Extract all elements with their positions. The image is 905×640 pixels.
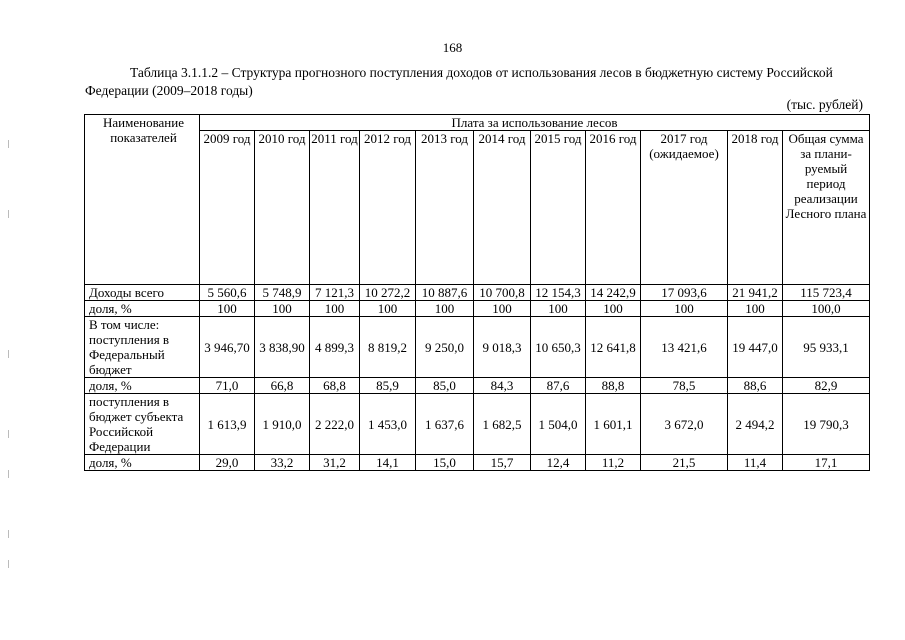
table-cell: 3 838,90 <box>255 317 310 378</box>
table-cell: 1 682,5 <box>474 394 531 455</box>
table-cell: 1 637,6 <box>416 394 474 455</box>
table-cell: 100 <box>586 301 641 317</box>
table-cell: 8 819,2 <box>360 317 416 378</box>
table-cell: 1 910,0 <box>255 394 310 455</box>
name-column-header: Наименование показателей <box>85 115 200 285</box>
table-cell: 78,5 <box>641 378 728 394</box>
year-header: 2015 год <box>531 131 586 285</box>
year-header: 2014 год <box>474 131 531 285</box>
table-cell: 33,2 <box>255 455 310 471</box>
table-cell: 84,3 <box>474 378 531 394</box>
table-caption: Таблица 3.1.1.2 – Структура прогнозного поступления доходов от использования лесов в бюджетную систему Российской Федерации (2009–2018 годы) <box>85 65 833 98</box>
units-label: (тыс. рублей) <box>786 97 863 112</box>
table-cell: 14 242,9 <box>586 285 641 301</box>
table-cell: 100 <box>641 301 728 317</box>
year-header: 2010 год <box>255 131 310 285</box>
year-header: 2017 год (ожидаемое) <box>641 131 728 285</box>
row-label: В том числе: поступления в Федеральный бюджет <box>85 317 200 378</box>
table-cell: 12 641,8 <box>586 317 641 378</box>
table-cell: 100 <box>360 301 416 317</box>
row-label: поступления в бюджет субъекта Российской Федерации <box>85 394 200 455</box>
table-cell: 19 790,3 <box>783 394 870 455</box>
table-cell: 10 887,6 <box>416 285 474 301</box>
table-cell: 12 154,3 <box>531 285 586 301</box>
table-cell: 29,0 <box>200 455 255 471</box>
table-cell: 1 613,9 <box>200 394 255 455</box>
group-header: Плата за использование лесов <box>200 115 870 131</box>
table-cell: 2 222,0 <box>310 394 360 455</box>
table-cell: 71,0 <box>200 378 255 394</box>
header-row-2 <box>85 131 870 285</box>
table-row <box>85 285 870 301</box>
table-cell: 10 272,2 <box>360 285 416 301</box>
revenue-table <box>84 114 870 471</box>
table-cell: 3 946,70 <box>200 317 255 378</box>
table-cell: 88,8 <box>586 378 641 394</box>
table-cell: 13 421,6 <box>641 317 728 378</box>
table-cell: 12,4 <box>531 455 586 471</box>
table-cell: 5 748,9 <box>255 285 310 301</box>
page-number: 168 <box>442 40 463 55</box>
table-row <box>85 317 870 378</box>
table-cell: 15,0 <box>416 455 474 471</box>
table-cell: 87,6 <box>531 378 586 394</box>
table-row <box>85 378 870 394</box>
table-cell: 7 121,3 <box>310 285 360 301</box>
row-label: доля, % <box>85 301 200 317</box>
table-cell: 10 650,3 <box>531 317 586 378</box>
table-cell: 1 453,0 <box>360 394 416 455</box>
table-cell: 11,2 <box>586 455 641 471</box>
year-header: 2016 год <box>586 131 641 285</box>
year-header: 2011 год <box>310 131 360 285</box>
table-cell: 21,5 <box>641 455 728 471</box>
table-cell: 19 447,0 <box>728 317 783 378</box>
table-cell: 88,6 <box>728 378 783 394</box>
table-cell: 9 250,0 <box>416 317 474 378</box>
header-row-1 <box>85 115 870 131</box>
table-cell: 100 <box>200 301 255 317</box>
row-label: доля, % <box>85 378 200 394</box>
row-label: Доходы всего <box>85 285 200 301</box>
table-cell: 2 494,2 <box>728 394 783 455</box>
table-cell: 115 723,4 <box>783 285 870 301</box>
table-cell: 4 899,3 <box>310 317 360 378</box>
table-row <box>85 455 870 471</box>
table-cell: 68,8 <box>310 378 360 394</box>
year-header: 2013 год <box>416 131 474 285</box>
table-cell: 1 601,1 <box>586 394 641 455</box>
year-header: 2012 год <box>360 131 416 285</box>
table-cell: 31,2 <box>310 455 360 471</box>
table-cell: 100 <box>255 301 310 317</box>
table-cell: 14,1 <box>360 455 416 471</box>
total-header: Общая сумма за плани-руемый период реализации Лесного плана <box>783 131 870 285</box>
table-cell: 21 941,2 <box>728 285 783 301</box>
table-cell: 100 <box>531 301 586 317</box>
table-cell: 15,7 <box>474 455 531 471</box>
table-cell: 5 560,6 <box>200 285 255 301</box>
table-row <box>85 394 870 455</box>
table-cell: 9 018,3 <box>474 317 531 378</box>
table-cell: 100 <box>728 301 783 317</box>
table-cell: 82,9 <box>783 378 870 394</box>
table-cell: 11,4 <box>728 455 783 471</box>
table-row <box>85 301 870 317</box>
table-cell: 100 <box>416 301 474 317</box>
table-cell: 1 504,0 <box>531 394 586 455</box>
year-header: 2009 год <box>200 131 255 285</box>
year-header: 2018 год <box>728 131 783 285</box>
table-cell: 17 093,6 <box>641 285 728 301</box>
table-cell: 17,1 <box>783 455 870 471</box>
table-cell: 100 <box>474 301 531 317</box>
table-cell: 95 933,1 <box>783 317 870 378</box>
row-label: доля, % <box>85 455 200 471</box>
table-cell: 85,9 <box>360 378 416 394</box>
table-cell: 85,0 <box>416 378 474 394</box>
table-cell: 66,8 <box>255 378 310 394</box>
table-cell: 100 <box>310 301 360 317</box>
table-cell: 100,0 <box>783 301 870 317</box>
table-cell: 10 700,8 <box>474 285 531 301</box>
table-cell: 3 672,0 <box>641 394 728 455</box>
